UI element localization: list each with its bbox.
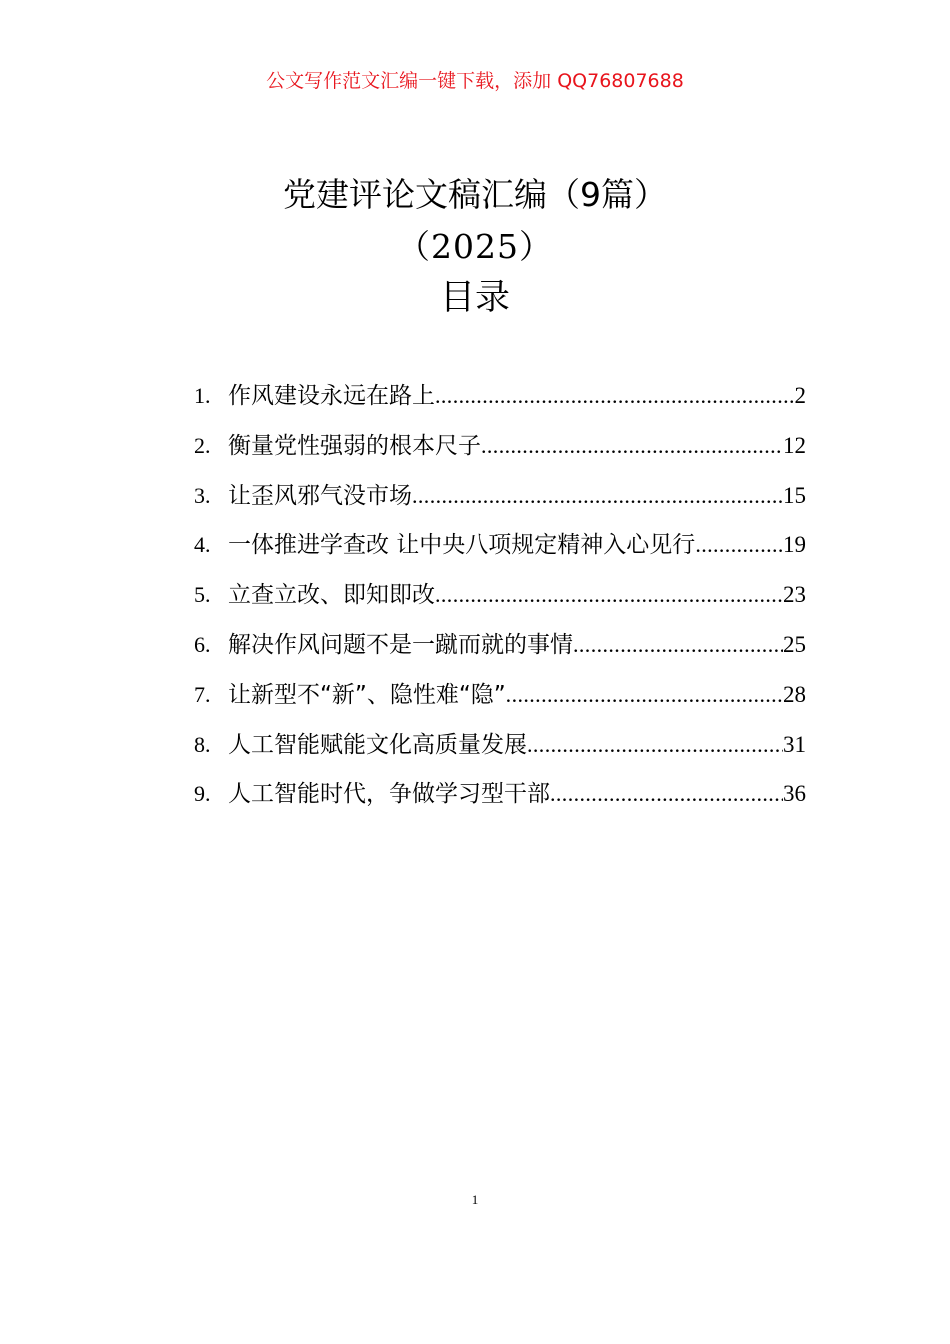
- toc-entry-number: 5.: [194, 582, 211, 608]
- toc-entry-title: 解决作风问题不是一蹴而就的事情: [228, 631, 573, 658]
- toc-entry[interactable]: [194, 723, 806, 773]
- toc-dot-leader: [573, 623, 783, 667]
- toc-entry-page: 28: [783, 681, 806, 707]
- toc-entry-number: 8.: [194, 731, 211, 757]
- toc-dot-leader: [506, 673, 783, 717]
- toc-dot-leader: [435, 573, 783, 617]
- toc-entry-number: 4.: [194, 532, 211, 558]
- toc-entry-title: 让歪风邪气没市场: [228, 482, 412, 509]
- toc-entry-page: 2: [794, 383, 806, 408]
- page-number: 1: [471, 1192, 479, 1207]
- toc-entry-number: 2.: [194, 432, 211, 458]
- toc-entry-page: 15: [783, 482, 806, 508]
- toc-entry-title: 立查立改、即知即改: [228, 582, 435, 609]
- table-of-contents: [194, 374, 806, 822]
- toc-entry-number: 3.: [194, 482, 211, 508]
- toc-dot-leader: [481, 424, 783, 468]
- toc-entry[interactable]: [194, 523, 806, 573]
- toc-entry-page: 12: [783, 432, 806, 458]
- toc-entry-page: 23: [783, 582, 806, 608]
- toc-entry-title: 让新型不“新”、隐性难“隐”: [228, 681, 506, 708]
- toc-entry[interactable]: [194, 424, 806, 474]
- toc-dot-leader: [695, 523, 783, 567]
- toc-entry-title: 人工智能时代，争做学习型干部: [228, 781, 550, 808]
- document-year: （2025）: [397, 227, 553, 266]
- download-banner: 公文写作范文汇编一键下载，添加 QQ76807688: [266, 70, 684, 92]
- toc-entry-page: 31: [783, 731, 806, 757]
- toc-entry[interactable]: [194, 673, 806, 723]
- toc-entry-number: 7.: [194, 681, 211, 707]
- toc-dot-leader: [435, 374, 795, 418]
- toc-entry-title: 一体推进学查改 让中央八项规定精神入心见行: [228, 532, 696, 559]
- toc-entry-page: 19: [783, 532, 806, 558]
- toc-entry-number: 1.: [194, 383, 211, 408]
- toc-entry[interactable]: [194, 772, 806, 822]
- toc-heading: 目录: [439, 278, 510, 318]
- toc-dot-leader: [550, 772, 783, 816]
- toc-entry-title: 人工智能赋能文化高质量发展: [228, 731, 527, 758]
- document-title: 党建评论文稿汇编（9篇）: [283, 175, 667, 214]
- toc-entry-title: 作风建设永远在路上: [228, 383, 435, 409]
- toc-entry-number: 6.: [194, 631, 211, 657]
- toc-dot-leader: [527, 723, 783, 767]
- toc-entry[interactable]: [194, 374, 806, 424]
- toc-entry[interactable]: [194, 573, 806, 623]
- toc-entry-number: 9.: [194, 781, 211, 807]
- toc-entry-page: 25: [783, 631, 806, 657]
- toc-entry[interactable]: [194, 474, 806, 524]
- toc-dot-leader: [412, 474, 783, 518]
- toc-entry-page: 36: [783, 781, 806, 807]
- toc-entry[interactable]: [194, 623, 806, 673]
- toc-entry-title: 衡量党性强弱的根本尺子: [228, 432, 481, 459]
